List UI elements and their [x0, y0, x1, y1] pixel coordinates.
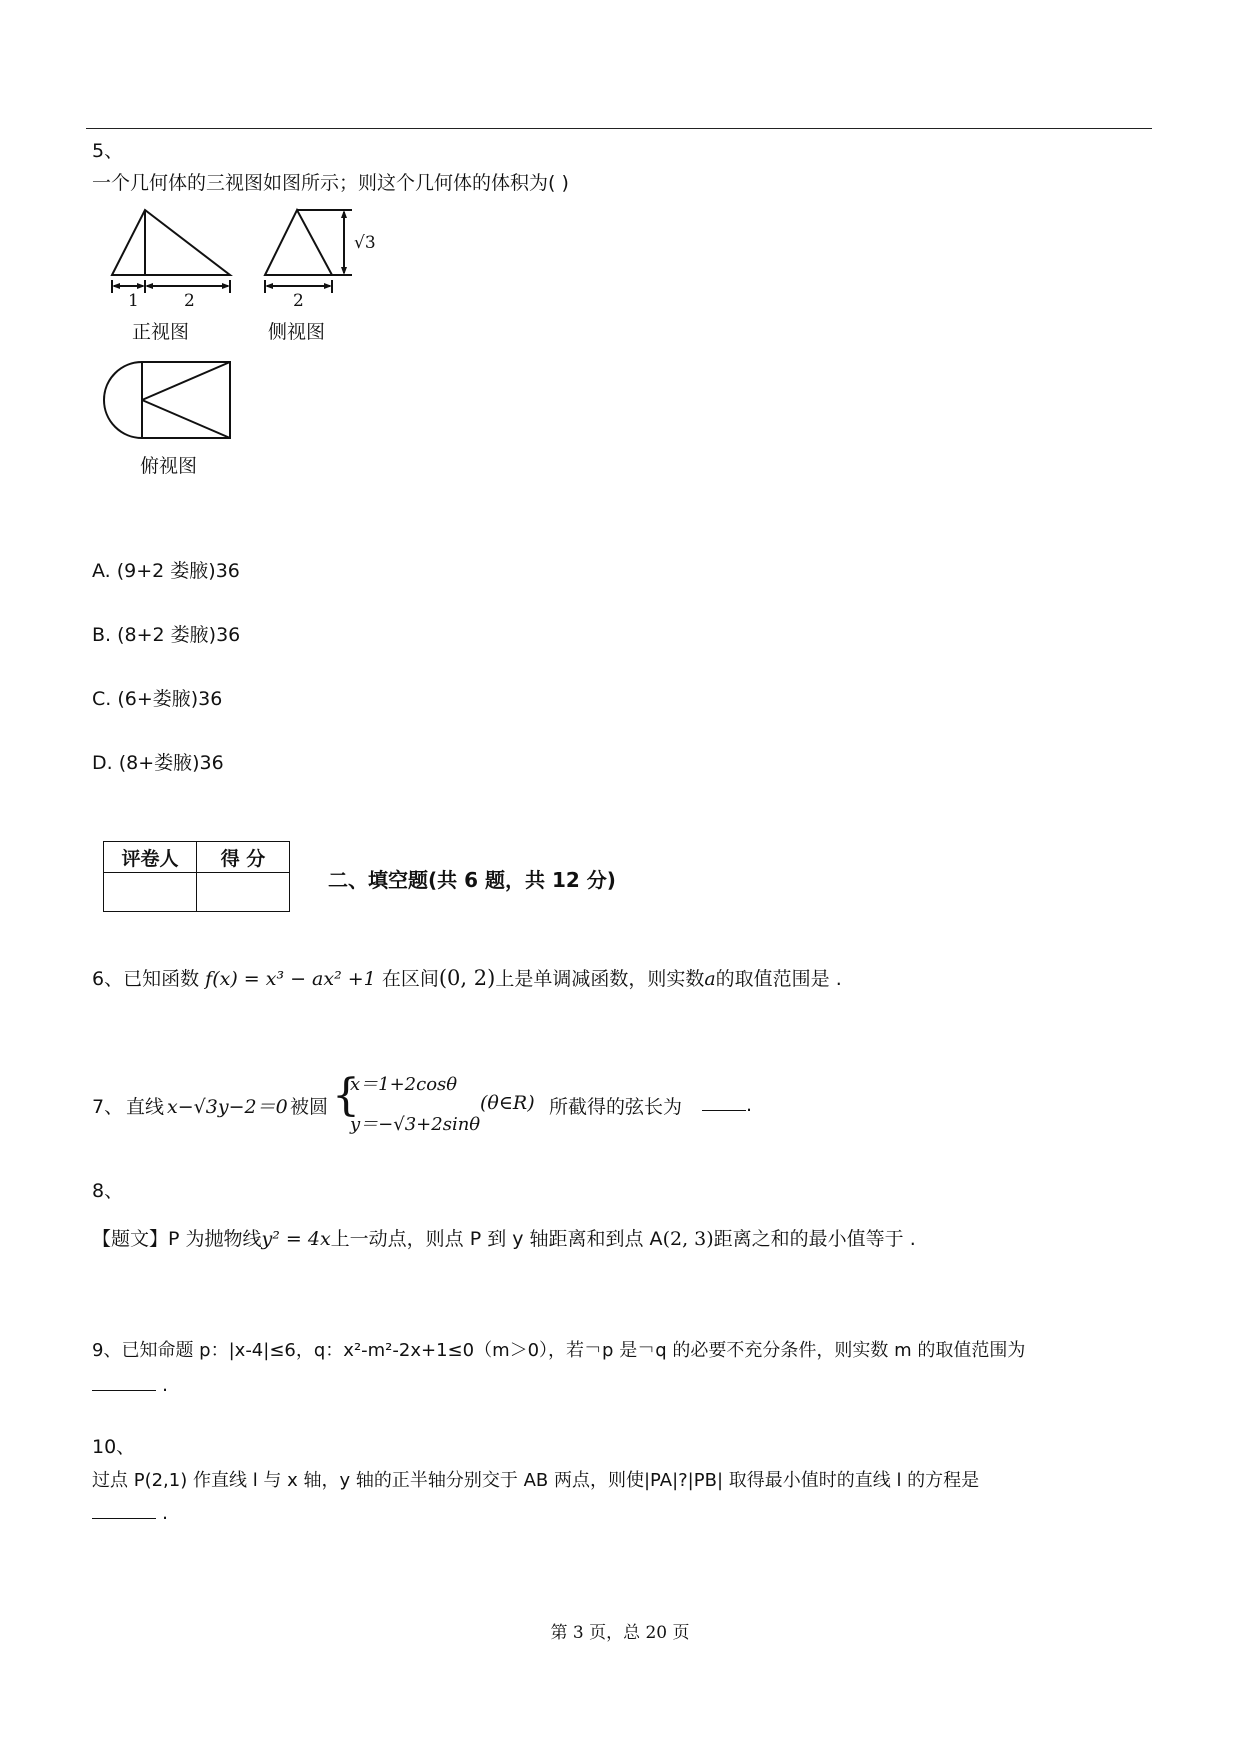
three-view-figure	[90, 200, 410, 490]
q6-var: a	[704, 968, 716, 990]
q6	[92, 964, 842, 991]
front-view-drawing	[112, 210, 230, 293]
q6-mid: 在区间	[381, 968, 439, 990]
grader-cell	[104, 873, 197, 912]
q6-interval: (0, 2)	[438, 966, 496, 990]
score-header: 得 分	[197, 842, 290, 873]
score-cell	[197, 873, 290, 912]
side-dim-bottom: 2	[293, 291, 304, 311]
side-view-label: 侧视图	[268, 321, 326, 343]
front-view-label: 正视图	[132, 321, 190, 343]
top-view-drawing	[104, 362, 230, 438]
q5-number: 5、	[92, 140, 124, 162]
option-b: B. (8+2 娄腋)36	[92, 624, 241, 646]
q7-pre: 直线	[126, 1096, 165, 1118]
q10-number: 10、	[92, 1436, 136, 1458]
side-view-drawing	[265, 210, 352, 293]
q7-param-y: y＝−√3+2sinθ	[350, 1114, 481, 1135]
option-c: C. (6+娄腋)36	[92, 688, 223, 710]
q8-mid: 上一动点，则点 P 到 y 轴距离和到点 A	[330, 1228, 663, 1250]
q7-domain: (θ∈R)	[480, 1092, 535, 1114]
q8-pre: 【题文】P 为抛物线	[92, 1228, 262, 1250]
q8-post: 距离之和的最小值等于 .	[713, 1228, 916, 1250]
front-dim-right: 2	[184, 291, 195, 311]
q7-line-eq: x−√3y−2＝0	[167, 1096, 288, 1118]
q6-post: 上是单调减函数，则实数	[495, 968, 705, 990]
page-footer: 第 3 页，总 20 页	[550, 1623, 690, 1643]
q7-brace: {	[332, 1070, 360, 1121]
q5-stem: 一个几何体的三视图如图所示；则这个几何体的体积为( )	[92, 172, 569, 194]
q6-number: 6、	[92, 968, 124, 990]
q7-param-x: x＝1+2cosθ	[350, 1074, 458, 1095]
q8-point: (2, 3)	[662, 1228, 714, 1250]
score-table	[103, 841, 290, 912]
q6-pre: 已知函数	[123, 968, 200, 990]
q9-answer	[92, 1372, 168, 1396]
q7-post: 所截得的弦长为	[549, 1096, 683, 1118]
q7-mid: 被圆	[290, 1096, 329, 1118]
q7-end: .	[746, 1094, 753, 1116]
front-dim-left: 1	[128, 291, 139, 311]
side-height-label: √3	[354, 233, 376, 253]
q7-blank	[702, 1092, 752, 1116]
top-view-label: 俯视图	[140, 455, 198, 477]
q8	[92, 1224, 916, 1251]
q9-line1: 9、已知命题 p：|x-4|≤6，q：x²-m²-2x+1≤0（m＞0），若￢p 是￢q 的必要不充分条件，则实数 m 的取值范围为	[92, 1340, 1026, 1361]
option-d: D. (8+娄腋)36	[92, 752, 224, 774]
q10-end: .	[162, 1502, 169, 1524]
section-title: 二、填空题(共 6 题，共 12 分)	[328, 868, 616, 892]
q8-number: 8、	[92, 1180, 124, 1202]
q6-end: 的取值范围是 .	[715, 968, 842, 990]
q6-formula: f(x) = x³ − ax² +1	[205, 968, 376, 990]
q8-parabola: y² = 4x	[261, 1228, 331, 1250]
grader-header: 评卷人	[104, 842, 197, 873]
header-rule	[86, 128, 1152, 129]
q10-answer	[92, 1500, 168, 1524]
q10-line1: 过点 P(2,1) 作直线 l 与 x 轴，y 轴的正半轴分别交于 AB 两点，则使|PA|?|PB| 取得最小值时的直线 l 的方程是	[92, 1470, 980, 1491]
option-a: A. (9+2 娄腋)36	[92, 560, 240, 582]
q7-number: 7、	[92, 1096, 124, 1118]
q9-end: .	[162, 1374, 169, 1396]
